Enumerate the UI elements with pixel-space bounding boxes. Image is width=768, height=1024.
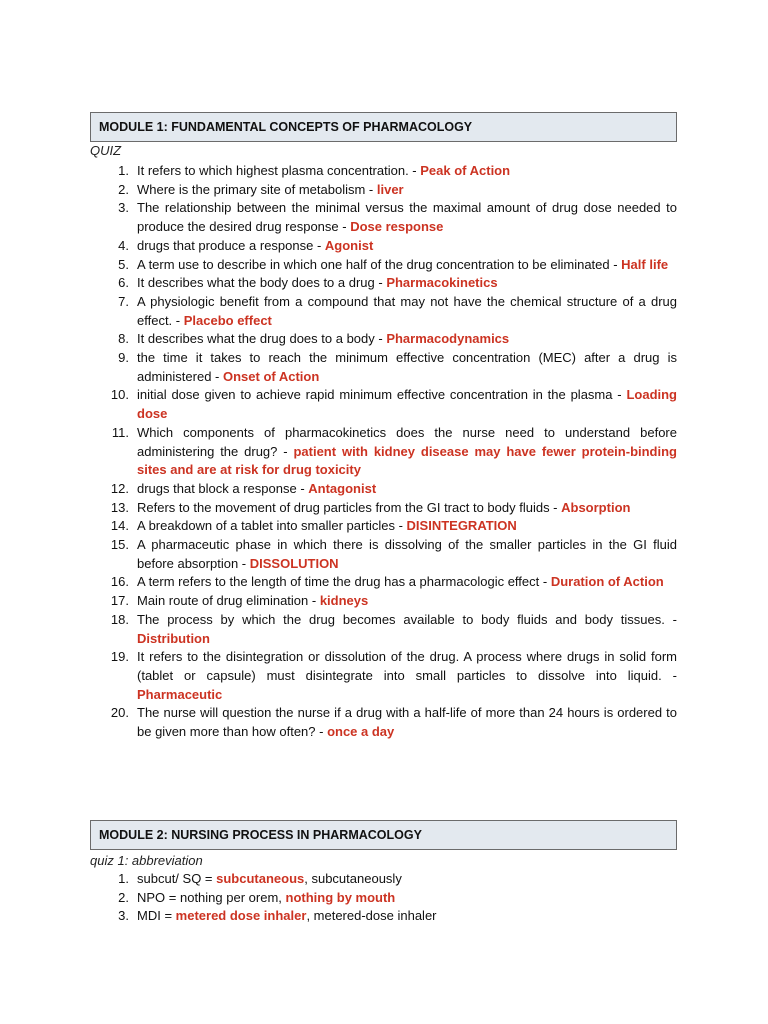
item-number: 10. bbox=[110, 387, 129, 403]
module-1-quiz-list bbox=[96, 162, 677, 742]
question-text: A physiologic benefit from a compound that may not have the chemical structure of a drug effect. - bbox=[137, 293, 677, 328]
answer-text: Half life bbox=[621, 256, 669, 272]
answer-text: Placebo effect bbox=[183, 312, 272, 328]
question-text-tail: , subcutaneously bbox=[304, 871, 402, 886]
question-text: A breakdown of a tablet into smaller particles - bbox=[137, 518, 407, 534]
answer-text: DISSOLUTION bbox=[249, 555, 339, 571]
question-text: It describes what the drug does to a body - bbox=[137, 331, 387, 347]
quiz-item bbox=[96, 573, 677, 592]
item-number: 7. bbox=[118, 293, 129, 309]
question-text: A term refers to the length of time the drug has a pharmacologic effect - bbox=[137, 574, 551, 590]
answer-text: nothing by mouth bbox=[285, 889, 396, 905]
item-number: 18. bbox=[110, 611, 129, 627]
answer-text: Antagonist bbox=[308, 480, 377, 496]
quiz-item bbox=[96, 199, 677, 236]
question-text: initial dose given to achieve rapid minimum effective concentration in the plasma - bbox=[137, 387, 627, 403]
question-text: The nurse will question the nurse if a drug with a half-life of more than 24 hours is ordered to be given more than how often? - bbox=[137, 705, 677, 740]
item-number: 1. bbox=[118, 163, 129, 178]
question-text: It refers to the disintegration or dissolution of the drug. A process where drugs in solid form (tablet or capsule) must disintegrate into small particles to dissolve into liquid. - bbox=[137, 649, 677, 683]
question-text: The relationship between the minimal versus the maximal amount of drug dose needed to produce the desired drug response - bbox=[137, 200, 677, 235]
quiz-item bbox=[96, 592, 677, 611]
item-number: 2. bbox=[118, 181, 129, 197]
item-number: 1. bbox=[118, 871, 129, 886]
answer-text: Absorption bbox=[561, 499, 631, 515]
question-text: A term use to describe in which one half of the drug concentration to be eliminated - bbox=[137, 256, 622, 272]
answer-text: Distribution bbox=[137, 630, 210, 646]
module-1-quiz-label: QUIZ bbox=[90, 143, 122, 158]
quiz-item bbox=[96, 162, 677, 181]
module-2-header: MODULE 2: NURSING PROCESS IN PHARMACOLOGY bbox=[90, 820, 677, 850]
quiz-item bbox=[96, 870, 677, 889]
item-number: 13. bbox=[110, 499, 129, 515]
answer-text: Pharmacodynamics bbox=[386, 331, 510, 347]
question-text: drugs that block a response - bbox=[137, 480, 309, 496]
quiz-item bbox=[96, 536, 677, 573]
item-number: 5. bbox=[118, 256, 129, 272]
item-number: 17. bbox=[110, 593, 129, 609]
item-number: 3. bbox=[118, 908, 129, 924]
question-text: Refers to the movement of drug particles from the GI tract to body fluids - bbox=[137, 499, 562, 515]
item-number: 3. bbox=[118, 200, 129, 216]
answer-text: Agonist bbox=[324, 237, 374, 253]
module-1-header: MODULE 1: FUNDAMENTAL CONCEPTS OF PHARMACOLOGY bbox=[90, 112, 677, 142]
question-text: subcut/ SQ = bbox=[137, 871, 217, 886]
answer-text: Duration of Action bbox=[550, 574, 664, 590]
answer-text: once a day bbox=[327, 724, 395, 740]
quiz-item bbox=[96, 181, 677, 200]
item-number: 15. bbox=[110, 537, 129, 553]
module-2-quiz-list bbox=[96, 870, 677, 926]
question-text: Which components of pharmacokinetics does the nurse need to understand before administering the drug? - bbox=[137, 424, 677, 459]
item-number: 9. bbox=[118, 350, 129, 366]
answer-text: Pharmacokinetics bbox=[386, 275, 498, 291]
answer-text: DISINTEGRATION bbox=[406, 518, 517, 534]
quiz-item bbox=[96, 256, 677, 275]
quiz-item bbox=[96, 293, 677, 330]
item-number: 19. bbox=[110, 649, 129, 665]
question-text: It describes what the body does to a drug - bbox=[137, 275, 387, 291]
question-text: The process by which the drug becomes available to body fluids and body tissues. - bbox=[137, 611, 677, 627]
question-text: drugs that produce a response - bbox=[137, 237, 325, 253]
quiz-item bbox=[96, 349, 677, 386]
item-number: 16. bbox=[110, 574, 129, 590]
answer-text: metered dose inhaler bbox=[175, 908, 307, 924]
module-2-quiz-label: quiz 1: abbreviation bbox=[90, 853, 203, 868]
quiz-item bbox=[96, 424, 677, 480]
question-text-tail: , metered-dose inhaler bbox=[306, 908, 437, 924]
item-number: 4. bbox=[118, 237, 129, 253]
item-number: 2. bbox=[118, 889, 129, 905]
quiz-item bbox=[96, 274, 677, 293]
answer-text: Onset of Action bbox=[222, 368, 320, 384]
item-number: 8. bbox=[118, 331, 129, 347]
question-text: the time it takes to reach the minimum effective concentration (MEC) after a drug is administered - bbox=[137, 350, 677, 384]
question-text: NPO = nothing per orem, bbox=[137, 889, 286, 905]
item-number: 14. bbox=[110, 518, 129, 534]
answer-text: Dose response bbox=[350, 219, 444, 235]
answer-text: liver bbox=[376, 181, 404, 197]
quiz-item bbox=[96, 480, 677, 499]
quiz-item bbox=[96, 648, 677, 704]
quiz-item bbox=[96, 237, 677, 256]
quiz-item bbox=[96, 907, 677, 926]
quiz-item bbox=[96, 517, 677, 536]
answer-text: subcutaneous bbox=[216, 871, 305, 886]
quiz-item bbox=[96, 611, 677, 648]
quiz-item bbox=[96, 704, 677, 741]
answer-text: Pharmaceutic bbox=[137, 686, 223, 702]
question-text: Where is the primary site of metabolism - bbox=[137, 181, 377, 197]
item-number: 11. bbox=[111, 424, 129, 440]
question-text: Main route of drug elimination - bbox=[137, 593, 320, 609]
answer-text: patient with kidney disease may have fewer protein-binding sites and are at risk for drug toxicity bbox=[137, 443, 677, 478]
answer-text: Loading dose bbox=[137, 387, 677, 422]
question-text: A pharmaceutic phase in which there is dissolving of the smaller particles in the GI fluid before absorption - bbox=[137, 537, 677, 571]
quiz-item bbox=[96, 330, 677, 349]
item-number: 12. bbox=[110, 480, 129, 496]
question-text: MDI = bbox=[137, 908, 176, 924]
item-number: 6. bbox=[118, 275, 129, 291]
quiz-item bbox=[96, 386, 677, 423]
answer-text: kidneys bbox=[319, 593, 369, 609]
quiz-item bbox=[96, 499, 677, 518]
quiz-item bbox=[96, 889, 677, 908]
answer-text: Peak of Action bbox=[420, 163, 511, 178]
item-number: 20. bbox=[110, 705, 129, 721]
question-text: It refers to which highest plasma concentration. - bbox=[137, 163, 421, 178]
